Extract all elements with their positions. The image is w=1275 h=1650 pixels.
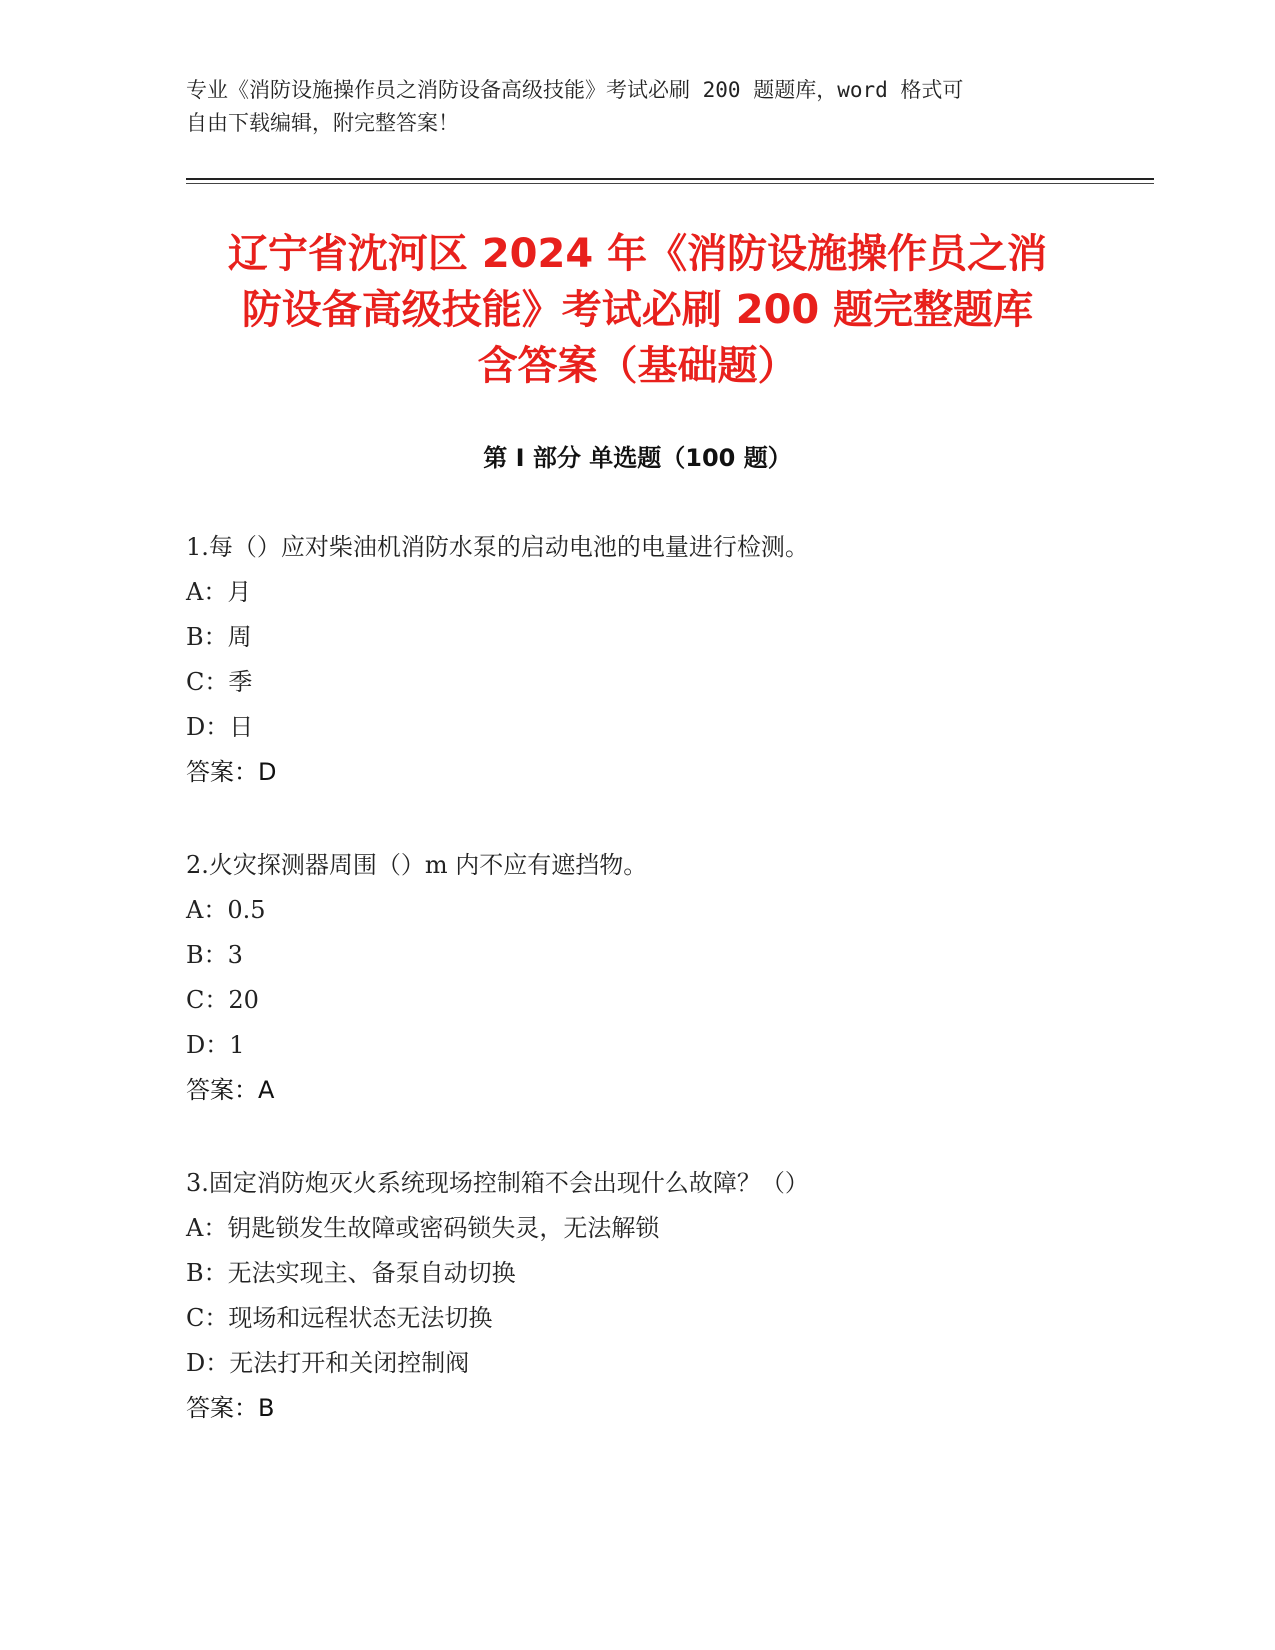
document-title bbox=[150, 226, 1125, 394]
option-d: D：日 bbox=[186, 713, 254, 741]
option-b: B：无法实现主、备泵自动切换 bbox=[186, 1259, 516, 1287]
header-divider-thin bbox=[186, 183, 1154, 184]
option-a: A：月 bbox=[186, 578, 252, 606]
option-c: C：季 bbox=[186, 668, 253, 696]
question-3 bbox=[186, 1161, 1146, 1431]
option-d: D：1 bbox=[186, 1031, 245, 1059]
option-a: A：钥匙锁发生故障或密码锁失灵，无法解锁 bbox=[186, 1214, 660, 1242]
option-b: B：3 bbox=[186, 941, 243, 969]
answer: 答案：A bbox=[186, 1076, 275, 1104]
answer: 答案：D bbox=[186, 758, 277, 786]
section-heading: 第 I 部分 单选题（100 题） bbox=[483, 444, 792, 472]
title-line-3: 含答案（基础题） bbox=[477, 343, 798, 389]
intro-line-1: 专业《消防设施操作员之消防设备高级技能》考试必刷 200 题题库，word 格式可 bbox=[186, 78, 964, 102]
question-stem: 1.每（）应对柴油机消防水泵的启动电池的电量进行检测。 bbox=[186, 533, 809, 561]
question-stem: 3.固定消防炮灭火系统现场控制箱不会出现什么故障？（） bbox=[186, 1169, 809, 1197]
header-divider-thick bbox=[186, 178, 1154, 180]
option-a: A：0.5 bbox=[186, 896, 266, 924]
question-2 bbox=[186, 843, 1146, 1113]
answer: 答案：B bbox=[186, 1394, 275, 1422]
title-line-2: 防设备高级技能》考试必刷 200 题完整题库 bbox=[241, 287, 1034, 333]
question-stem: 2.火灾探测器周围（）m 内不应有遮挡物。 bbox=[186, 851, 648, 879]
option-b: B：周 bbox=[186, 623, 252, 651]
option-d: D：无法打开和关闭控制阀 bbox=[186, 1349, 470, 1377]
title-line-1: 辽宁省沈河区 2024 年《消防设施操作员之消 bbox=[227, 231, 1048, 277]
option-c: C：20 bbox=[186, 986, 259, 1014]
intro-line-2: 自由下载编辑，附完整答案！ bbox=[186, 111, 459, 135]
intro-text bbox=[186, 74, 1086, 140]
option-c: C：现场和远程状态无法切换 bbox=[186, 1304, 493, 1332]
question-1 bbox=[186, 525, 1146, 795]
